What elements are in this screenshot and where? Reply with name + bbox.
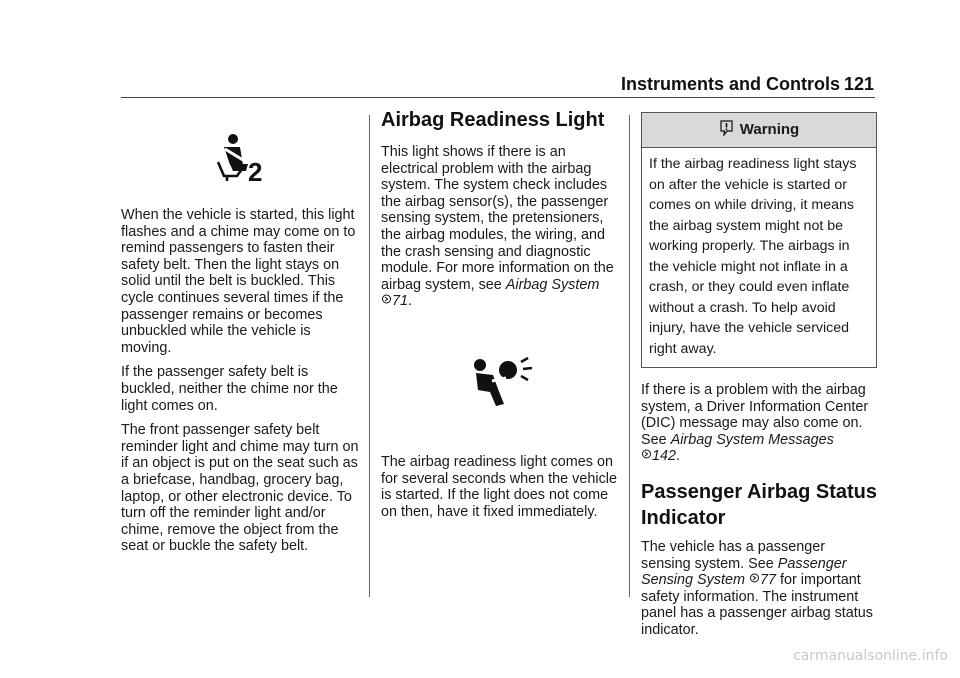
- col3-paragraph-2: [641, 539, 877, 639]
- header-rule: [121, 97, 875, 98]
- seatbelt-reminder-icon: [206, 129, 276, 189]
- col1-paragraph-3: The front passenger safety belt reminder light and chime may turn on if an object is put on the seat such as a briefcase, handbag, grocery bag, laptop, or other electronic device. To turn off the reminder light and/or chime, remove the object from the seat or buckle the safety belt.: [121, 422, 359, 555]
- page-reference-icon: [381, 293, 392, 305]
- airbag-readiness-heading: Airbag Readiness Light: [381, 109, 605, 131]
- col1-paragraph-2: If the passenger safety belt is buckled, neither the chime nor the light comes on.: [121, 364, 338, 414]
- seatbelt-icon-wrap: [121, 129, 361, 189]
- airbag-system-messages-link[interactable]: Airbag System Messages: [670, 431, 834, 448]
- airbag-system-messages-page-ref[interactable]: 142: [652, 448, 677, 465]
- warning-header: [642, 113, 876, 148]
- column-3: [641, 112, 877, 647]
- col3-paragraph-1: If there is a problem with the airbag system, a Driver Information Center (DIC) message may also come on. See Airbag System Messages 142.: [641, 382, 869, 465]
- page-reference-icon: [749, 572, 760, 584]
- page-reference-icon: [641, 448, 652, 460]
- passenger-sensing-system-link[interactable]: Passenger Sensing System: [641, 555, 847, 589]
- col3-paragraph-2-text: The vehicle has a passenger sensing system. See: [641, 538, 825, 572]
- airbag-system-page-ref[interactable]: 71: [392, 293, 409, 310]
- page-header: [0, 0, 960, 100]
- col3-paragraph-1-text: If there is a problem with the airbag system, a Driver Information Center (DIC) message may also come on. See: [641, 382, 869, 448]
- airbag-readiness-icon: [466, 354, 536, 414]
- warning-body: If the airbag readiness light stays on after the vehicle is started or comes on while driving, it means the airbag system might not be working properly. The airbags in the vehicle might not inflate in a crash, or they could even inflate without a crash. To help avoid injury, have the vehicle serviced right away.: [649, 156, 857, 357]
- column-1: [121, 125, 361, 563]
- warning-icon: [719, 120, 734, 141]
- airbag-system-link[interactable]: Airbag System: [505, 276, 600, 293]
- col2-paragraph-1-text: This light shows if there is an electrical problem with the airbag system. The system check includes the airbag sensor(s), the passenger sensing system, the pretensioners, the airbag modules, the wiring, and the crash sensing and diagnostic module. For more information on the airbag system, see: [381, 144, 614, 293]
- section-title: Instruments and Controls: [620, 74, 840, 94]
- page-number: 121: [843, 74, 874, 94]
- passenger-sensing-system-page-ref[interactable]: 77: [759, 572, 776, 589]
- airbag-icon-wrap: [381, 354, 621, 414]
- col1-paragraph-1: When the vehicle is started, this light flashes and a chime may come on to remind passengers to fasten their safety belt. Then the light stays on solid until the belt is buckled. This cycle continues several times if the passenger remains or becomes unbuckled while the vehicle is moving.: [121, 207, 356, 356]
- column-2: [381, 108, 621, 528]
- passenger-airbag-status-heading: Passenger Airbag Status Indicator: [641, 480, 878, 529]
- seatbelt-icon-number: 2: [248, 157, 263, 187]
- column-divider-2: [629, 115, 630, 597]
- column-divider-1: [369, 115, 370, 597]
- watermark: carmanualsonline.info: [793, 648, 948, 664]
- col2-paragraph-2: The airbag readiness light comes on for several seconds when the vehicle is started. If the light does not come on then, have it fixed immediately.: [381, 453, 617, 520]
- warning-box: [641, 112, 877, 368]
- warning-title: Warning: [739, 120, 800, 138]
- col2-paragraph-1: This light shows if there is an electrical problem with the airbag system. The system check includes the airbag sensor(s), the passenger sensing system, the pretensioners, the airbag modules, the wiring, and the crash sensing and diagnostic module. For more information on the airbag system, see Airbag System 71.: [381, 144, 614, 310]
- col3-paragraph-2-tail: for important safety information. The instrument panel has a passenger airbag status indicator.: [641, 572, 874, 638]
